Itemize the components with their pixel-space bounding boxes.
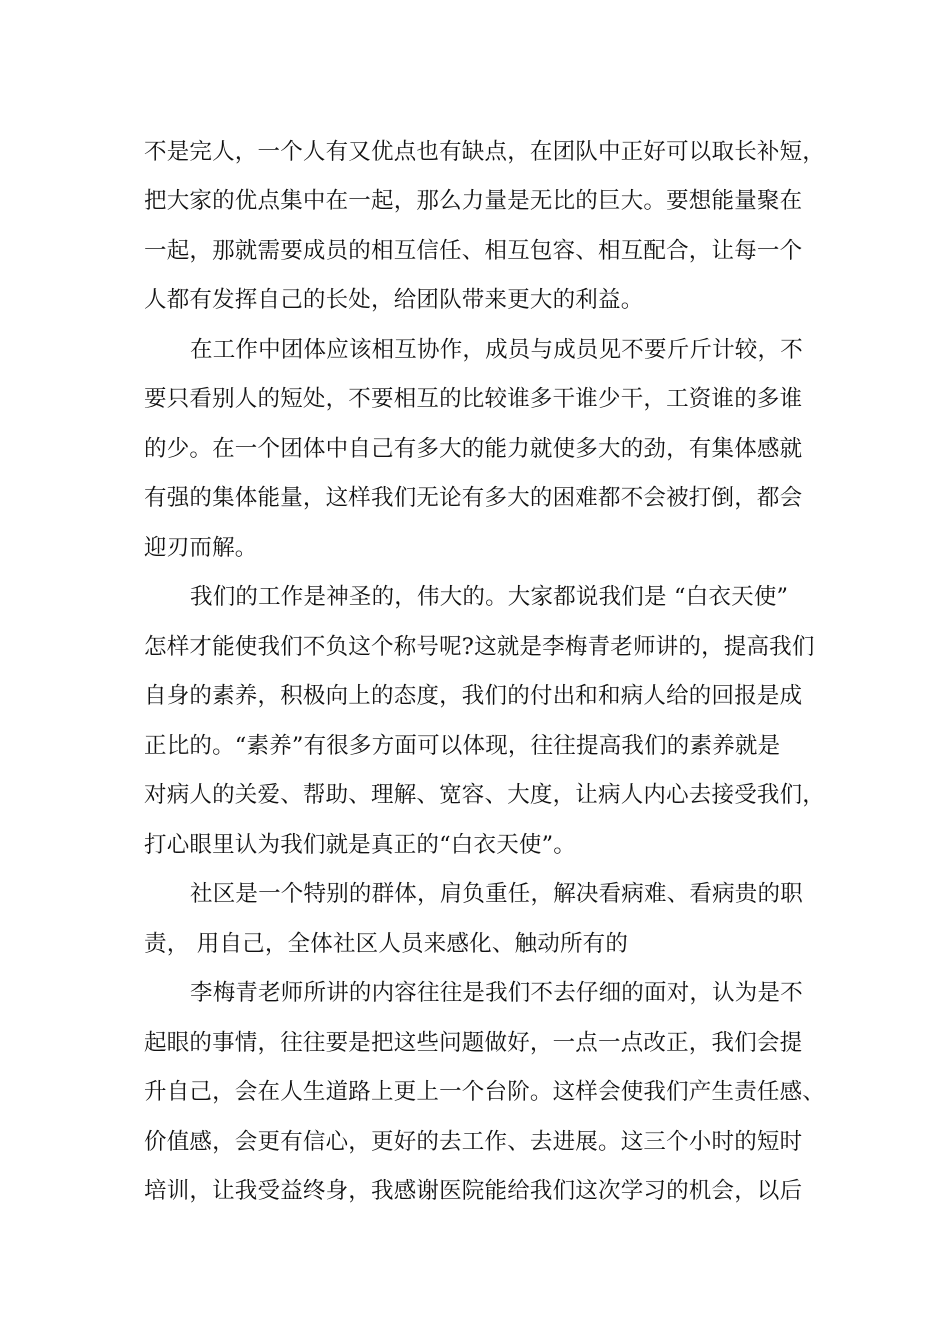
text-line: 人都有发挥自己的长处，给团队带来更大的利益。	[144, 287, 644, 313]
paragraph-first-line: 在工作中团体应该相互协作，成员与成员见不要斤斤计较，不	[190, 337, 803, 363]
text-line: 迎刃而解。	[144, 535, 258, 561]
text-line: 培训，让我受益终身，我感谢医院能给我们这次学习的机会，以后	[144, 1178, 803, 1204]
text-line: 自身的素养，积极向上的态度，我们的付出和和病人给的回报是成	[144, 683, 803, 709]
paragraph-first-line: 李梅青老师所讲的内容往往是我们不去仔细的面对，认为是不	[190, 980, 803, 1006]
text-line: 升自己，会在人生道路上更上一个台阶。这样会使我们产生责任感、	[144, 1079, 826, 1105]
text-line: 责， 用自己，全体社区人员来感化、触动所有的	[144, 931, 629, 957]
paragraph-first-line: 我们的工作是神圣的，伟大的。大家都说我们是 “白衣天使”	[190, 584, 789, 610]
text-line: 不是完人，一个人有又优点也有缺点，在团队中正好可以取长补短，	[144, 139, 826, 165]
text-line: 正比的。“素养”有很多方面可以体现，往往提高我们的素养就是	[144, 733, 781, 759]
paragraph-first-line: 社区是一个特别的群体，肩负重任，解决看病难、看病贵的职	[190, 881, 803, 907]
text-line: 把大家的优点集中在一起，那么力量是无比的巨大。要想能量聚在	[144, 188, 803, 214]
text-line: 对病人的关爱、帮助、理解、宽容、大度，让病人内心去接受我们，	[144, 782, 826, 808]
text-line: 打心眼里认为我们就是真正的“白衣天使”。	[144, 832, 577, 858]
text-line: 一起，那就需要成员的相互信任、相互包容、相互配合，让每一个	[144, 238, 803, 264]
text-line: 起眼的事情，往往要是把这些问题做好，一点一点改正，我们会提	[144, 1030, 803, 1056]
text-line: 有强的集体能量，这样我们无论有多大的困难都不会被打倒，都会	[144, 485, 803, 511]
text-line: 要只看别人的短处，不要相互的比较谁多干谁少干，工资谁的多谁	[144, 386, 803, 412]
text-line: 怎样才能使我们不负这个称号呢?这就是李梅青老师讲的，提高我们	[144, 634, 815, 660]
text-line: 的少。在一个团体中自己有多大的能力就使多大的劲，有集体感就	[144, 436, 803, 462]
text-line: 价值感，会更有信心，更好的去工作、去进展。这三个小时的短时	[144, 1129, 803, 1155]
